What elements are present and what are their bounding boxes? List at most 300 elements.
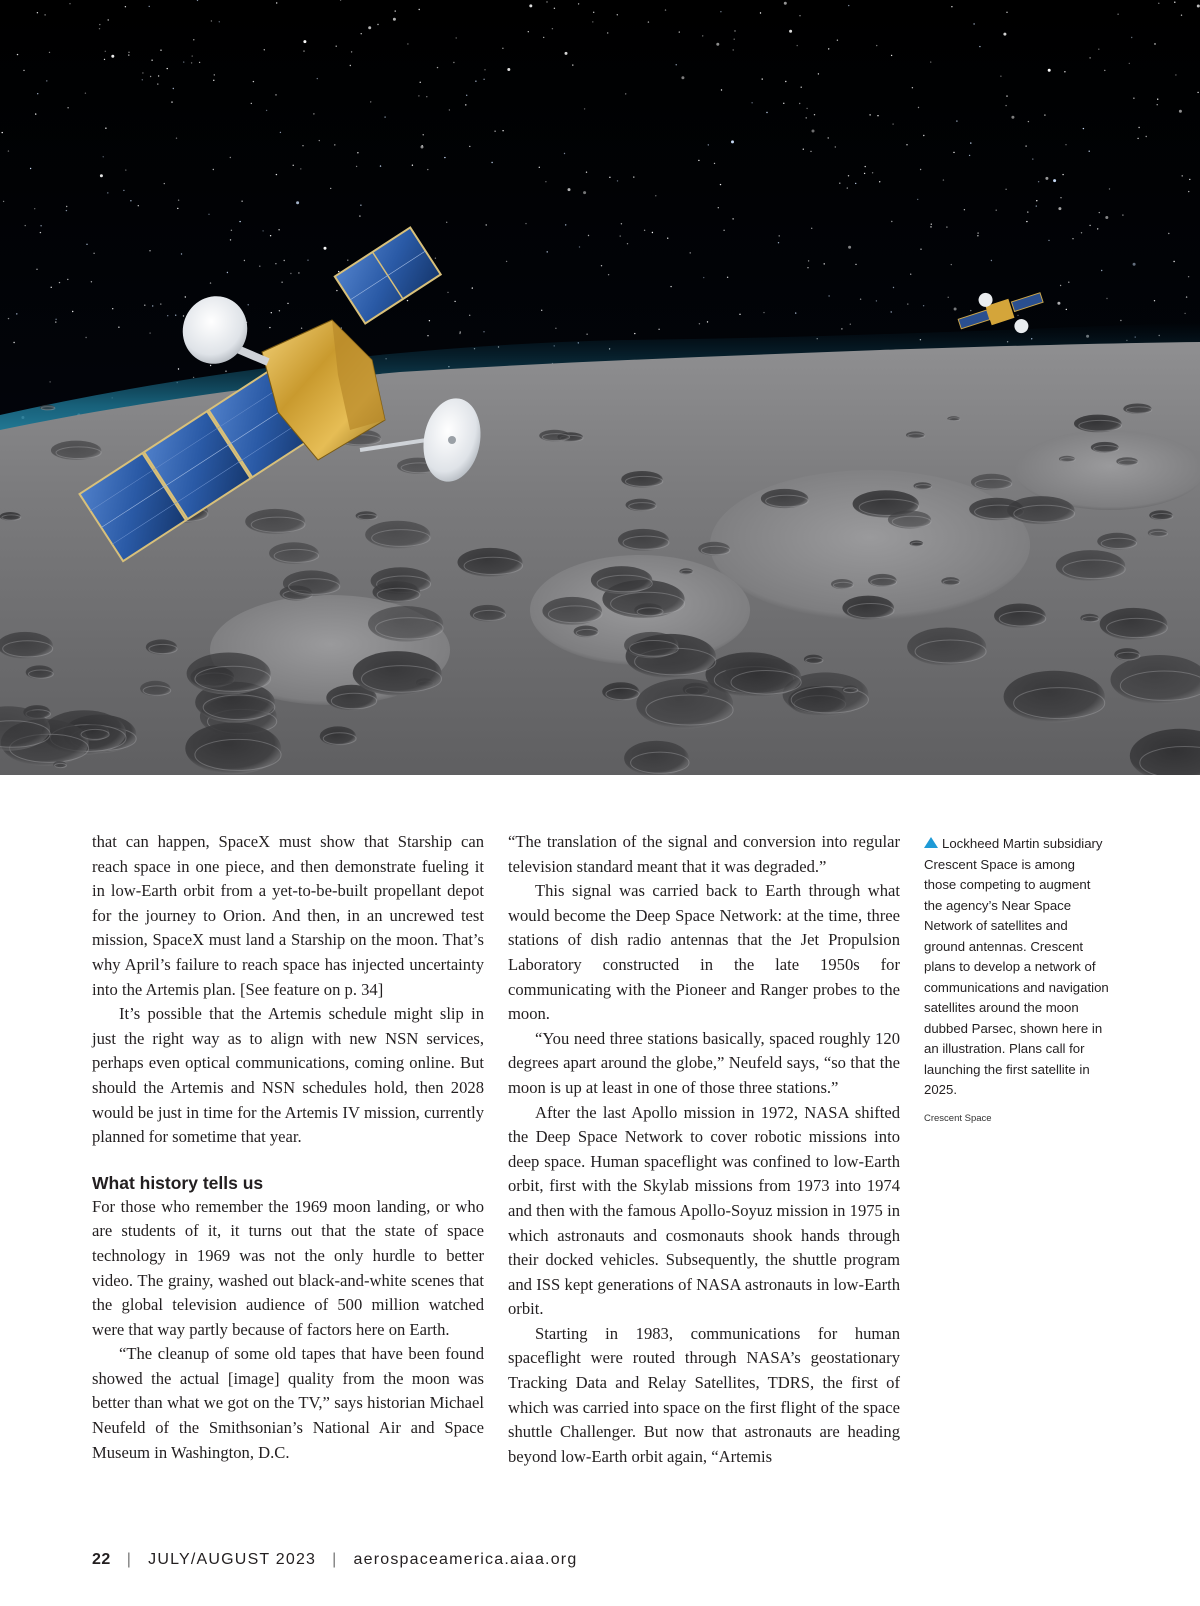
star	[287, 303, 288, 304]
star	[841, 328, 842, 329]
star	[1066, 309, 1067, 310]
star	[281, 282, 282, 283]
star	[652, 232, 653, 233]
star	[491, 162, 492, 163]
star	[427, 169, 428, 170]
star	[86, 244, 87, 245]
star	[906, 144, 907, 145]
star	[447, 292, 448, 293]
star	[891, 311, 892, 312]
star	[1197, 92, 1198, 93]
star	[565, 52, 568, 55]
star	[423, 134, 424, 135]
star	[810, 151, 811, 152]
star	[67, 279, 68, 280]
star	[588, 235, 589, 236]
star	[893, 287, 894, 288]
star	[1122, 214, 1123, 215]
star	[578, 3, 579, 4]
star	[429, 320, 430, 321]
star	[112, 308, 113, 309]
star	[324, 247, 327, 250]
star	[1138, 127, 1139, 128]
star	[954, 308, 957, 311]
star	[644, 230, 645, 231]
star	[303, 40, 306, 43]
star	[157, 83, 158, 84]
star	[723, 230, 724, 231]
star	[105, 51, 106, 52]
star	[1131, 37, 1132, 38]
star	[435, 258, 436, 259]
star	[1072, 238, 1073, 239]
star	[1036, 200, 1037, 201]
star	[269, 327, 270, 328]
star	[658, 329, 659, 330]
star	[1089, 57, 1090, 58]
star	[356, 166, 357, 167]
star	[543, 37, 544, 38]
star	[667, 238, 668, 239]
star	[910, 274, 911, 275]
star	[812, 130, 815, 133]
star	[460, 331, 461, 332]
star	[811, 228, 812, 229]
star	[879, 181, 880, 182]
star	[797, 45, 798, 46]
star	[1098, 49, 1099, 50]
star	[828, 48, 829, 49]
star	[125, 169, 126, 170]
star	[1197, 5, 1200, 8]
star	[572, 64, 573, 65]
star	[876, 45, 877, 46]
star	[1065, 144, 1066, 145]
star	[103, 156, 104, 157]
star	[648, 21, 649, 22]
star	[171, 101, 172, 102]
star	[751, 102, 752, 103]
star	[627, 243, 628, 244]
star	[1174, 2, 1175, 3]
star	[160, 50, 161, 51]
paragraph: After the last Apollo mission in 1972, NASA shifted the Deep Space Network to cover robotic missions into deep space. Human spaceflight was confined to low-Earth orbit, first with the Skylab missions from 1973 into 1974 and then with the famous Apollo-Soyuz mission in 1975 in which astronauts and cosmonauts shook hands through their docked vehicles. Subsequently, the shuttle program and ISS kept generations of NASA astronauts in low-Earth orbit.	[508, 1102, 900, 1319]
star	[703, 277, 704, 278]
article-column-2	[508, 830, 900, 1469]
star	[716, 43, 719, 46]
star	[545, 181, 546, 182]
star	[708, 144, 709, 145]
star	[1179, 110, 1182, 113]
star	[3, 201, 4, 202]
star	[275, 263, 276, 264]
star	[420, 82, 421, 83]
star	[568, 188, 571, 191]
star	[357, 152, 358, 153]
star	[806, 117, 807, 118]
star	[907, 303, 908, 304]
star	[727, 277, 728, 278]
star	[872, 172, 873, 173]
star	[583, 191, 586, 194]
star	[634, 333, 635, 334]
star	[456, 37, 457, 38]
star	[732, 218, 733, 219]
star	[869, 114, 870, 115]
star	[579, 246, 580, 247]
star	[633, 176, 634, 177]
star	[1158, 3, 1159, 4]
star	[46, 80, 47, 81]
star	[714, 163, 715, 164]
caption-text: Lockheed Martin subsidiary Crescent Space is among those competing to augment the agency’s Near Space Network of satellites and ground antennas. Crescent plans to develop a network of communications and navigation satellites around the moon dubbed Parsec, shown here in an illustration. Plans call for launching the first satellite in 2025.	[924, 836, 1109, 1097]
page-footer	[92, 1551, 577, 1569]
star	[837, 40, 838, 41]
star	[803, 149, 804, 150]
star	[917, 199, 918, 200]
star	[923, 135, 924, 136]
star	[1133, 98, 1134, 99]
star	[1188, 276, 1189, 277]
star	[176, 138, 177, 139]
star	[469, 146, 470, 147]
star	[1036, 205, 1037, 206]
star	[707, 321, 708, 322]
star	[118, 327, 119, 328]
star	[676, 64, 677, 65]
star	[213, 169, 214, 170]
star	[977, 235, 978, 236]
star	[302, 145, 303, 146]
star	[970, 142, 971, 143]
star	[55, 319, 56, 320]
star	[469, 315, 470, 316]
star	[1089, 225, 1090, 226]
star	[783, 103, 784, 104]
star	[72, 311, 73, 312]
star	[483, 79, 484, 80]
star	[1081, 232, 1082, 233]
star	[230, 239, 231, 240]
star	[427, 335, 428, 336]
star	[251, 103, 252, 104]
star	[210, 282, 211, 283]
star	[227, 272, 228, 273]
star	[789, 30, 792, 33]
star	[8, 150, 9, 151]
star	[334, 144, 335, 145]
star	[951, 264, 952, 265]
star	[225, 371, 226, 372]
star	[37, 12, 38, 13]
star	[307, 260, 308, 261]
star	[275, 94, 276, 95]
star	[621, 223, 622, 224]
star	[555, 328, 556, 329]
star	[51, 287, 52, 288]
star	[1064, 71, 1065, 72]
star	[877, 115, 878, 116]
star	[167, 68, 168, 69]
star	[920, 169, 921, 170]
star	[244, 260, 245, 261]
star	[214, 74, 215, 75]
star	[860, 299, 861, 300]
star	[459, 333, 460, 334]
star	[943, 179, 944, 180]
star	[193, 39, 194, 40]
image-caption	[924, 834, 1110, 1125]
star	[766, 112, 767, 113]
star	[1117, 14, 1118, 15]
star	[799, 15, 800, 16]
star	[617, 14, 618, 15]
star	[1129, 63, 1130, 64]
star	[453, 62, 454, 63]
star	[241, 201, 242, 202]
footer-separator: |	[332, 1551, 338, 1568]
star	[1154, 43, 1155, 44]
star	[262, 230, 263, 231]
star	[486, 224, 487, 225]
star	[1106, 298, 1107, 299]
star	[1048, 240, 1049, 241]
star	[763, 312, 764, 313]
star	[266, 110, 267, 111]
star	[40, 232, 41, 233]
star	[152, 305, 153, 306]
star	[699, 323, 700, 324]
star	[891, 221, 892, 222]
star	[848, 5, 849, 6]
star	[59, 282, 60, 283]
star	[608, 274, 609, 275]
star	[104, 59, 105, 60]
star	[1028, 121, 1029, 122]
hero-illustration	[0, 0, 1200, 775]
star	[465, 104, 466, 105]
star	[1068, 282, 1069, 283]
star	[1097, 228, 1098, 229]
star	[850, 324, 851, 325]
star	[284, 260, 285, 261]
star	[449, 109, 450, 110]
star	[338, 271, 339, 272]
star	[69, 3, 70, 4]
star	[178, 368, 179, 369]
star	[892, 123, 893, 124]
star	[528, 31, 529, 32]
star	[855, 264, 856, 265]
star	[1104, 70, 1105, 71]
paragraph: that can happen, SpaceX must show that Starship can reach space in one piece, and then demonstrate fueling it in low-Earth orbit from a yet-to-be-built propellant depot for the journey to Orion. And then, in an uncrewed test mission, SpaceX must land a Starship on the moon. That’s why April’s failure to reach space has injected uncertainty into the Artemis plan. [See feature on p. 34]	[92, 832, 484, 999]
star	[25, 225, 26, 226]
star	[1083, 128, 1084, 129]
star	[554, 8, 555, 9]
star	[977, 232, 978, 233]
star	[377, 24, 378, 25]
star	[996, 210, 997, 211]
star	[16, 313, 17, 314]
star	[368, 26, 371, 29]
star	[49, 52, 50, 53]
star	[1003, 33, 1006, 36]
star	[1017, 315, 1018, 316]
star	[969, 155, 970, 156]
star	[609, 177, 610, 178]
star	[721, 89, 722, 90]
paragraph: “The translation of the signal and conversion into regular television standard meant that it was degraded.”	[508, 832, 900, 876]
star	[525, 223, 526, 224]
star	[494, 131, 495, 132]
star	[807, 267, 808, 268]
star	[85, 93, 86, 94]
star	[1175, 74, 1176, 75]
star	[1011, 116, 1014, 119]
star	[720, 11, 721, 12]
star	[620, 235, 621, 236]
star	[1006, 95, 1007, 96]
star	[1101, 270, 1102, 271]
star	[734, 30, 735, 31]
star	[930, 61, 931, 62]
star	[91, 281, 92, 282]
star	[784, 2, 787, 5]
star	[848, 175, 849, 176]
star	[36, 269, 37, 270]
star	[593, 12, 594, 13]
star	[395, 10, 396, 11]
star	[1099, 212, 1100, 213]
star	[502, 48, 503, 49]
star	[239, 221, 240, 222]
star	[1058, 207, 1061, 210]
star	[847, 187, 848, 188]
star	[276, 2, 277, 3]
star	[248, 304, 249, 305]
star	[923, 305, 924, 306]
star	[13, 342, 14, 343]
star	[991, 260, 992, 261]
star	[920, 249, 921, 250]
star	[931, 224, 932, 225]
star	[360, 205, 361, 206]
star	[601, 265, 602, 266]
star	[1044, 114, 1045, 115]
star	[183, 61, 184, 62]
star	[37, 93, 38, 94]
star	[1184, 313, 1185, 314]
star	[946, 226, 947, 227]
star	[100, 174, 103, 177]
star	[407, 300, 408, 301]
star	[702, 35, 703, 36]
star	[93, 253, 94, 254]
star	[142, 72, 143, 73]
star	[85, 337, 86, 338]
star	[679, 31, 680, 32]
star	[210, 365, 211, 366]
star	[301, 328, 302, 329]
star	[150, 76, 151, 77]
star	[607, 32, 608, 33]
star	[779, 235, 780, 236]
star	[211, 20, 212, 21]
paragraph: This signal was carried back to Earth through what would become the Deep Space Network: at the time, three stations of dish radio antennas that the Jet Propulsion Laboratory constructed in the late 1950s for communicating with the Pioneer and Ranger probes to the moon.	[508, 881, 900, 1024]
star	[142, 79, 143, 80]
star	[99, 24, 100, 25]
star	[407, 43, 408, 44]
star	[1045, 177, 1048, 180]
star	[1048, 69, 1051, 72]
star	[105, 128, 106, 129]
paragraph: Starting in 1983, communications for human spaceflight were routed through NASA’s geostationary Tracking Data and Relay Satellites, TDRS, the first of which was carried into space on the first flight of the space shuttle Challenger. But now that astronauts are heading beyond low-Earth orbit again, “Artemis	[508, 1323, 900, 1466]
star	[1026, 221, 1027, 222]
star	[351, 51, 352, 52]
star	[149, 332, 150, 333]
star	[502, 130, 503, 131]
star	[1188, 191, 1189, 192]
star	[271, 312, 272, 313]
star	[158, 75, 159, 76]
star	[177, 208, 178, 209]
section-heading: What history tells us	[92, 1172, 264, 1193]
triangle-up-icon	[924, 837, 938, 848]
star	[144, 305, 145, 306]
star	[23, 70, 24, 71]
star	[665, 9, 666, 10]
star	[1182, 175, 1183, 176]
star	[303, 50, 304, 51]
star	[290, 273, 291, 274]
star	[918, 107, 919, 108]
star	[2, 132, 3, 133]
star	[956, 120, 957, 121]
star	[552, 28, 553, 29]
star	[253, 81, 254, 82]
star	[128, 52, 129, 53]
star	[1057, 302, 1060, 305]
star	[280, 132, 281, 133]
star	[40, 225, 41, 226]
star	[565, 224, 566, 225]
star	[167, 315, 168, 316]
star	[655, 195, 656, 196]
website-url: aerospaceamerica.aiaa.org	[353, 1551, 578, 1568]
star	[35, 113, 36, 114]
star	[564, 153, 565, 154]
star	[418, 95, 419, 96]
star	[1032, 158, 1033, 159]
star	[891, 55, 892, 56]
star	[799, 103, 800, 104]
star	[192, 55, 193, 56]
star	[1186, 296, 1187, 297]
star	[149, 6, 150, 7]
star	[953, 152, 954, 153]
star	[138, 205, 139, 206]
star	[412, 165, 413, 166]
star	[586, 172, 587, 173]
star	[17, 54, 18, 55]
star	[208, 214, 209, 215]
star	[1025, 145, 1026, 146]
star	[193, 377, 194, 378]
star	[1038, 181, 1039, 182]
star	[175, 315, 176, 316]
star	[824, 263, 825, 264]
star	[160, 303, 161, 304]
